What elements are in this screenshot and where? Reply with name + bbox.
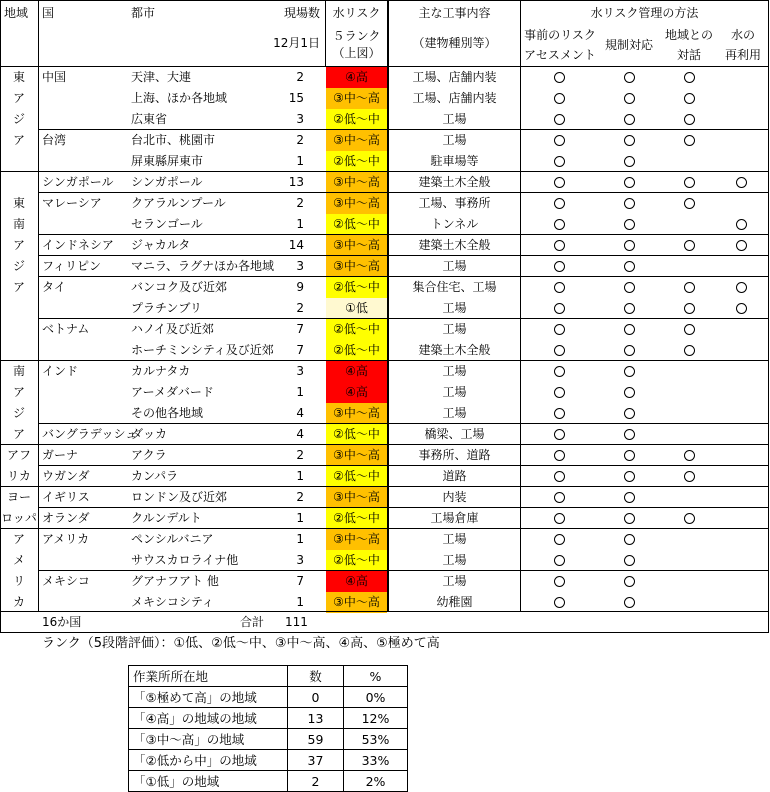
risk-rank-badge: ②低～中	[326, 550, 387, 571]
summary-table	[128, 665, 408, 792]
risk-rank-badge: ②低～中	[326, 151, 387, 172]
site-count: 1	[296, 217, 304, 231]
work-content: 道路	[442, 469, 467, 483]
work-content: 工場	[442, 112, 467, 126]
risk-rank-badge: ③中～高	[326, 403, 387, 424]
region-char: ジ	[12, 406, 25, 420]
summary-header-percent: %	[344, 666, 408, 687]
check-circle-icon	[624, 387, 635, 398]
check-circle-icon	[554, 324, 565, 335]
city-name: 上海、ほか各地域	[131, 91, 228, 105]
risk-rank-badge: ③中～高	[326, 172, 387, 193]
grid-line	[768, 0, 769, 633]
summary-location: 「②低から中」の地域	[129, 750, 288, 771]
check-circle-icon	[624, 261, 635, 272]
summary-percent: 53%	[344, 729, 408, 750]
summary-header-row	[129, 666, 408, 687]
check-circle-icon	[554, 261, 565, 272]
city-name: プラチンブリ	[131, 301, 202, 315]
check-circle-icon	[554, 450, 565, 461]
work-content: 工場	[442, 259, 467, 273]
check-circle-icon	[554, 240, 565, 251]
grid-line	[38, 507, 768, 508]
grid-line	[38, 570, 768, 571]
check-circle-icon	[736, 219, 747, 230]
summary-header-location: 作業所所在地	[129, 666, 288, 687]
city-name: メキシコシティ	[131, 595, 214, 609]
grid-line	[38, 192, 768, 193]
check-circle-icon	[624, 555, 635, 566]
site-count: 2	[296, 490, 304, 504]
region-char: ジ	[12, 259, 25, 273]
check-circle-icon	[624, 219, 635, 230]
risk-rank-badge: ③中～高	[326, 193, 387, 214]
work-content: 工場	[442, 364, 467, 378]
check-circle-icon	[554, 198, 565, 209]
check-circle-icon	[624, 114, 635, 125]
summary-count: 0	[288, 687, 344, 708]
check-circle-icon	[554, 345, 565, 356]
check-circle-icon	[554, 366, 565, 377]
grid-line	[325, 0, 326, 67]
check-circle-icon	[554, 576, 565, 587]
check-circle-icon	[624, 597, 635, 608]
check-circle-icon	[624, 282, 635, 293]
summary-row	[129, 687, 408, 708]
work-content: 工場	[442, 385, 467, 399]
check-circle-icon	[624, 177, 635, 188]
region-char: リカ	[7, 469, 31, 483]
work-content: 橋梁、工場	[424, 427, 485, 441]
check-circle-icon	[624, 534, 635, 545]
site-count: 1	[296, 469, 304, 483]
grid-line	[0, 528, 768, 529]
check-circle-icon	[624, 156, 635, 167]
grid-line	[0, 360, 768, 361]
grid-line	[38, 234, 768, 235]
city-name: クアラルンプール	[131, 196, 226, 210]
city-name: カルナタカ	[131, 364, 191, 378]
country-name: 台湾	[42, 133, 67, 147]
check-circle-icon	[554, 156, 565, 167]
city-name: ペンシルバニア	[131, 532, 214, 546]
site-count: 4	[296, 406, 304, 420]
region-char: 東	[12, 196, 25, 210]
check-circle-icon	[554, 534, 565, 545]
country-name: シンガポール	[42, 175, 114, 189]
check-circle-icon	[624, 471, 635, 482]
country-name: タイ	[42, 280, 66, 294]
check-circle-icon	[684, 303, 695, 314]
risk-rank-badge: ①低	[326, 298, 387, 319]
summary-percent: 33%	[344, 750, 408, 771]
site-count: 7	[296, 343, 304, 357]
check-circle-icon	[624, 93, 635, 104]
site-count: 7	[296, 322, 304, 336]
grid-line	[0, 0, 768, 1]
footer-total-label: 合計	[240, 615, 265, 629]
work-content: 集合住宅、工場	[412, 280, 497, 294]
region-char: ジ	[12, 112, 25, 126]
country-name: ベトナム	[42, 322, 90, 336]
grid-line	[0, 632, 768, 633]
region-char: ア	[12, 238, 25, 252]
check-circle-icon	[624, 324, 635, 335]
header-risk-line3: （上図）	[332, 46, 381, 60]
grid-line	[38, 255, 768, 256]
summary-percent: 0%	[344, 687, 408, 708]
check-circle-icon	[684, 471, 695, 482]
region-char: 南	[12, 364, 25, 378]
summary-count: 59	[288, 729, 344, 750]
region-char: カ	[12, 595, 25, 609]
check-circle-icon	[684, 282, 695, 293]
country-name: アメリカ	[42, 532, 90, 546]
region-char: ア	[12, 532, 25, 546]
region-char: 東	[12, 70, 25, 84]
region-char: 南	[12, 217, 25, 231]
work-content: 工場	[442, 133, 467, 147]
city-name: バンコク及び近郊	[131, 280, 228, 294]
country-name: ウガンダ	[42, 469, 90, 483]
check-circle-icon	[554, 492, 565, 503]
check-circle-icon	[624, 450, 635, 461]
check-circle-icon	[736, 177, 747, 188]
grid-line	[0, 171, 768, 172]
site-count: 2	[296, 70, 304, 84]
country-name: マレーシア	[42, 196, 102, 210]
risk-rank-badge: ②低～中	[326, 109, 387, 130]
risk-rank-badge: ②低～中	[326, 319, 387, 340]
check-circle-icon	[624, 429, 635, 440]
header-work-line2: （建物種別等）	[412, 36, 497, 50]
city-name: グアナフアト 他	[131, 574, 219, 588]
site-count: 13	[288, 175, 304, 189]
summary-count: 37	[288, 750, 344, 771]
summary-percent: 2%	[344, 771, 408, 792]
work-content: 工場	[442, 322, 467, 336]
risk-rank-badge: ④高	[326, 67, 387, 88]
header-method1-line1: 事前のリスク	[524, 28, 596, 42]
grid-line	[0, 486, 768, 487]
risk-rank-badge: ②低～中	[326, 214, 387, 235]
risk-rank-badge: ③中～高	[326, 88, 387, 109]
city-name: シンガポール	[131, 175, 203, 189]
rank-legend: ランク（5段階評価）：①低、②低～中、③中～高、④高、⑤極めて高	[42, 636, 440, 651]
grid-line	[0, 0, 1, 633]
header-method3-line1: 地域との	[664, 28, 713, 42]
work-content: 事務所、道路	[418, 448, 491, 462]
country-name: 中国	[42, 70, 67, 84]
check-circle-icon	[736, 282, 747, 293]
check-circle-icon	[736, 303, 747, 314]
header-method4-line1: 水の	[730, 28, 755, 42]
site-count: 3	[296, 112, 304, 126]
check-circle-icon	[624, 492, 635, 503]
check-circle-icon	[624, 72, 635, 83]
summary-header-count: 数	[288, 666, 344, 687]
header-method1-line2: アセスメント	[524, 48, 596, 62]
site-count: 3	[296, 364, 304, 378]
check-circle-icon	[684, 135, 695, 146]
city-name: カンパラ	[131, 469, 179, 483]
work-content: 工場	[442, 574, 467, 588]
check-circle-icon	[554, 177, 565, 188]
header-method4-line2: 再利用	[724, 48, 761, 62]
region-char: ア	[12, 385, 25, 399]
summary-location: 「③中～高」の地域	[129, 729, 288, 750]
site-count: 2	[296, 301, 304, 315]
city-name: マニラ、ラグナほか各地域	[131, 259, 275, 273]
site-count: 14	[288, 238, 304, 252]
header-sites-date: 12月1日	[273, 36, 320, 50]
risk-rank-badge: ③中～高	[326, 487, 387, 508]
risk-rank-badge: ③中～高	[326, 235, 387, 256]
country-name: インドネシア	[42, 238, 114, 252]
risk-rank-badge: ③中～高	[326, 529, 387, 550]
summary-count: 2	[288, 771, 344, 792]
region-char: ア	[12, 427, 25, 441]
region-southeast-asia	[0, 193, 38, 298]
work-content: 工場、店舗内装	[412, 91, 497, 105]
site-count: 1	[296, 595, 304, 609]
header-region: 地域	[4, 6, 29, 20]
summary-percent: 12%	[344, 708, 408, 729]
region-char: ロッパ	[1, 511, 37, 525]
work-content: 工場	[442, 532, 467, 546]
work-content: 工場	[442, 406, 467, 420]
check-circle-icon	[736, 240, 747, 251]
site-count: 2	[296, 448, 304, 462]
work-content: 工場	[442, 301, 467, 315]
grid-line	[38, 276, 768, 277]
summary-count: 13	[288, 708, 344, 729]
city-name: ホーチミンシティ及び近郊	[131, 343, 274, 357]
risk-rank-badge: ④高	[326, 361, 387, 382]
check-circle-icon	[684, 240, 695, 251]
check-circle-icon	[684, 177, 695, 188]
risk-rank-badge: ③中～高	[326, 256, 387, 277]
header-methods-title: 水リスク管理の方法	[590, 6, 699, 20]
city-name: ロンドン及び近郊	[131, 490, 228, 504]
region-east-asia	[0, 67, 38, 172]
site-count: 1	[296, 385, 304, 399]
check-circle-icon	[554, 72, 565, 83]
work-content: 工場、事務所	[418, 196, 491, 210]
region-char: ア	[12, 91, 25, 105]
site-count: 3	[296, 553, 304, 567]
check-circle-icon	[554, 93, 565, 104]
summary-row	[129, 750, 408, 771]
grid-line	[387, 0, 389, 611]
check-circle-icon	[684, 324, 695, 335]
check-circle-icon	[624, 408, 635, 419]
city-name: ダッカ	[131, 427, 168, 441]
country-name: インド	[42, 364, 79, 378]
summary-row	[129, 729, 408, 750]
region-char: ア	[12, 280, 25, 294]
city-name: サウスカロライナ他	[131, 553, 239, 567]
summary-location: 「④高」の地域の地域	[129, 708, 288, 729]
grid-line	[38, 318, 768, 319]
country-name: メキシコ	[42, 574, 90, 588]
header-risk-line2: ５ランク	[332, 29, 381, 43]
check-circle-icon	[554, 555, 565, 566]
check-circle-icon	[684, 93, 695, 104]
risk-rank-badge: ③中～高	[326, 445, 387, 466]
header-sites: 現場数	[283, 6, 320, 20]
grid-line	[0, 66, 768, 67]
country-name: イギリス	[42, 490, 90, 504]
check-circle-icon	[684, 114, 695, 125]
risk-rank-badge: ③中～高	[326, 130, 387, 151]
city-name: その他各地域	[131, 406, 204, 420]
check-circle-icon	[554, 387, 565, 398]
city-name: 台北市、桃園市	[131, 133, 216, 147]
check-circle-icon	[684, 513, 695, 524]
country-name: オランダ	[42, 511, 90, 525]
check-circle-icon	[684, 450, 695, 461]
check-circle-icon	[624, 576, 635, 587]
risk-rank-badge: ③中～高	[326, 592, 387, 613]
work-content: トンネル	[430, 217, 479, 231]
site-count: 1	[296, 532, 304, 546]
region-char: メ	[12, 553, 25, 567]
city-name: アーメダバード	[131, 385, 214, 399]
grid-line	[38, 0, 39, 611]
check-circle-icon	[554, 303, 565, 314]
grid-line	[0, 611, 768, 612]
risk-rank-badge: ④高	[326, 382, 387, 403]
region-char: リ	[12, 574, 25, 588]
region-europe	[0, 487, 38, 529]
city-name: ハノイ及び近郊	[131, 322, 214, 336]
check-circle-icon	[554, 135, 565, 146]
grid-line	[38, 423, 768, 424]
region-char: アフ	[6, 448, 31, 462]
country-name: フィリピン	[42, 259, 102, 273]
risk-rank-badge: ④高	[326, 571, 387, 592]
risk-rank-badge: ②低～中	[326, 424, 387, 445]
work-content: 駐車場等	[430, 154, 479, 168]
site-count: 9	[296, 280, 304, 294]
check-circle-icon	[624, 366, 635, 377]
header-method2: 規制対応	[604, 38, 653, 52]
site-count: 7	[296, 574, 304, 588]
check-circle-icon	[554, 471, 565, 482]
summary-location: 「⑤極めて高」の地域	[129, 687, 288, 708]
site-count: 1	[296, 154, 304, 168]
city-name: 広東省	[131, 112, 168, 126]
work-content: 工場倉庫	[430, 511, 479, 525]
header-city: 都市	[131, 6, 156, 20]
city-name: クルンデルト	[131, 511, 202, 525]
check-circle-icon	[624, 345, 635, 356]
work-content: 工場、店舗内装	[412, 70, 497, 84]
work-content: 内装	[442, 490, 467, 504]
check-circle-icon	[554, 597, 565, 608]
city-name: セランゴール	[131, 217, 203, 231]
check-circle-icon	[554, 429, 565, 440]
grid-line	[38, 465, 768, 466]
grid-line	[38, 129, 768, 130]
risk-rank-badge: ②低～中	[326, 340, 387, 361]
work-content: 建築土木全般	[418, 238, 491, 252]
region-char: ヨー	[6, 490, 31, 504]
check-circle-icon	[554, 513, 565, 524]
check-circle-icon	[624, 513, 635, 524]
check-circle-icon	[624, 303, 635, 314]
check-circle-icon	[554, 282, 565, 293]
city-name: ジャカルタ	[131, 238, 191, 252]
check-circle-icon	[554, 219, 565, 230]
summary-row	[129, 771, 408, 792]
header-country: 国	[42, 6, 55, 20]
site-count: 15	[288, 91, 304, 105]
work-content: 工場	[442, 553, 467, 567]
site-count: 4	[296, 427, 304, 441]
header-work-line1: 主な工事内容	[418, 6, 491, 20]
grid-line	[0, 444, 768, 445]
region-africa	[0, 445, 38, 487]
check-circle-icon	[684, 198, 695, 209]
footer-total-value: 111	[285, 615, 308, 629]
risk-rank-badge: ②低～中	[326, 277, 387, 298]
check-circle-icon	[624, 198, 635, 209]
check-circle-icon	[554, 408, 565, 419]
risk-rank-badge: ②低～中	[326, 508, 387, 529]
check-circle-icon	[684, 72, 695, 83]
grid-line	[520, 0, 521, 611]
footer-countries: 16か国	[42, 615, 82, 629]
city-name: 屏東縣屏東市	[131, 154, 204, 168]
header-method3-line2: 対話	[676, 48, 701, 62]
check-circle-icon	[554, 114, 565, 125]
region-america	[0, 529, 38, 613]
region-char: ア	[12, 133, 25, 147]
risk-rank-badge: ②低～中	[326, 466, 387, 487]
city-name: アクラ	[131, 448, 167, 462]
site-count: 1	[296, 511, 304, 525]
site-count: 2	[296, 133, 304, 147]
check-circle-icon	[624, 240, 635, 251]
country-name: バングラデッシュ	[42, 427, 138, 441]
country-name: ガーナ	[42, 448, 79, 462]
region-south-asia	[0, 361, 38, 445]
work-content: 建築土木全般	[418, 343, 491, 357]
summary-location: 「①低」の地域	[129, 771, 288, 792]
check-circle-icon	[624, 135, 635, 146]
header-risk-line1: 水リスク	[332, 6, 381, 20]
check-circle-icon	[684, 345, 695, 356]
city-name: 天津、大連	[131, 70, 192, 84]
work-content: 幼稚園	[436, 595, 473, 609]
summary-row	[129, 708, 408, 729]
site-count: 2	[296, 196, 304, 210]
work-content: 建築土木全般	[418, 175, 491, 189]
site-count: 3	[296, 259, 304, 273]
